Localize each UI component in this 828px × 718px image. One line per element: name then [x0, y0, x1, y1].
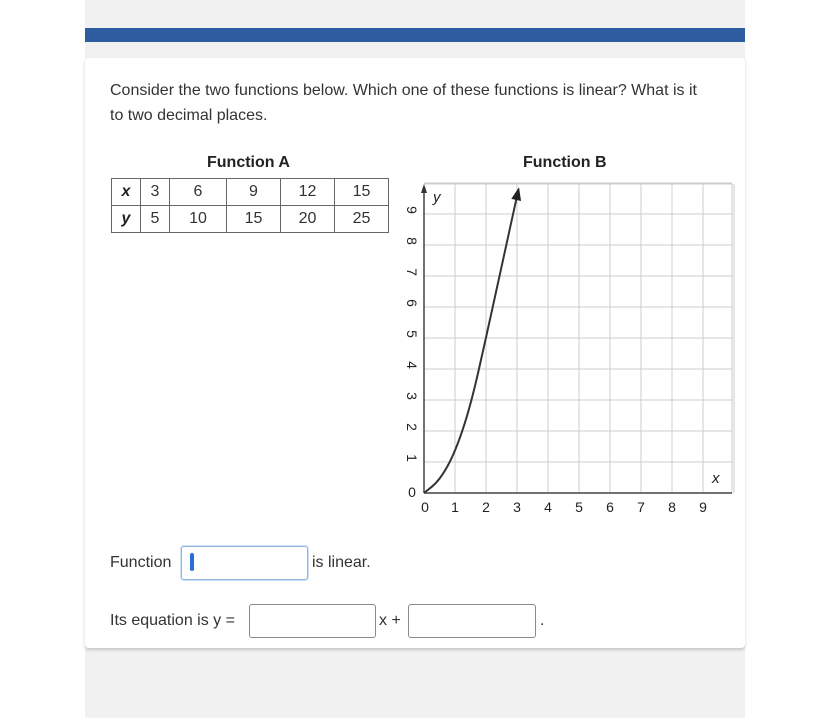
axes [424, 188, 732, 493]
y-tick-label: 5 [404, 330, 420, 338]
x-tick-label: 7 [637, 499, 645, 515]
y-tick-label: 4 [404, 361, 420, 369]
x-tick-label: 4 [544, 499, 552, 515]
function-answer-input[interactable] [181, 546, 308, 580]
x-cell: 9 [227, 179, 281, 206]
y-tick-label: 0 [408, 484, 416, 500]
y-cell: 10 [170, 206, 227, 233]
y-axis-arrow-icon [421, 184, 427, 193]
question-line-1: Consider the two functions below. Which one of these functions is linear? What is it [110, 82, 697, 99]
x-tick-label: 1 [451, 499, 459, 515]
function-a-title: Function A [207, 154, 290, 171]
intercept-input[interactable] [408, 604, 536, 638]
y-axis-label: y [433, 189, 441, 206]
y-header-cell: y [112, 206, 141, 233]
y-tick-label: 9 [404, 206, 420, 214]
y-cell: 20 [281, 206, 335, 233]
text-cursor [190, 553, 194, 571]
x-tick-label: 6 [606, 499, 614, 515]
y-cell: 25 [335, 206, 389, 233]
x-cell: 15 [335, 179, 389, 206]
y-tick-label: 2 [404, 423, 420, 431]
y-cell: 15 [227, 206, 281, 233]
question-line-2: to two decimal places. [110, 107, 268, 124]
function-b-title: Function B [523, 154, 607, 171]
x-cell: 6 [170, 179, 227, 206]
x-tick-label: 0 [421, 499, 429, 515]
curve-arrow-icon [511, 187, 521, 201]
answer-row-2-prefix: Its equation is y = [110, 612, 235, 629]
x-axis-label: x [712, 470, 720, 487]
x-tick-label: 5 [575, 499, 583, 515]
x-cell: 3 [141, 179, 170, 206]
y-tick-label: 1 [404, 454, 420, 462]
x-header-cell: x [112, 179, 141, 206]
answer-row-2-middle: x + [379, 612, 401, 629]
x-cell: 12 [281, 179, 335, 206]
slope-input[interactable] [249, 604, 376, 638]
x-tick-label: 8 [668, 499, 676, 515]
answer-row-1-prefix: Function [110, 554, 172, 571]
y-tick-label: 8 [404, 237, 420, 245]
grid-lines [424, 183, 734, 493]
y-tick-label: 7 [404, 268, 420, 276]
y-cell: 5 [141, 206, 170, 233]
x-tick-label: 2 [482, 499, 490, 515]
y-tick-label: 3 [404, 392, 420, 400]
x-tick-label: 3 [513, 499, 521, 515]
x-tick-label: 9 [699, 499, 707, 515]
tick-labels [404, 206, 707, 515]
answer-row-1-suffix: is linear. [312, 554, 371, 571]
function-b-curve [424, 189, 519, 493]
y-tick-label: 6 [404, 299, 420, 307]
answer-row-2-end: . [540, 612, 545, 629]
